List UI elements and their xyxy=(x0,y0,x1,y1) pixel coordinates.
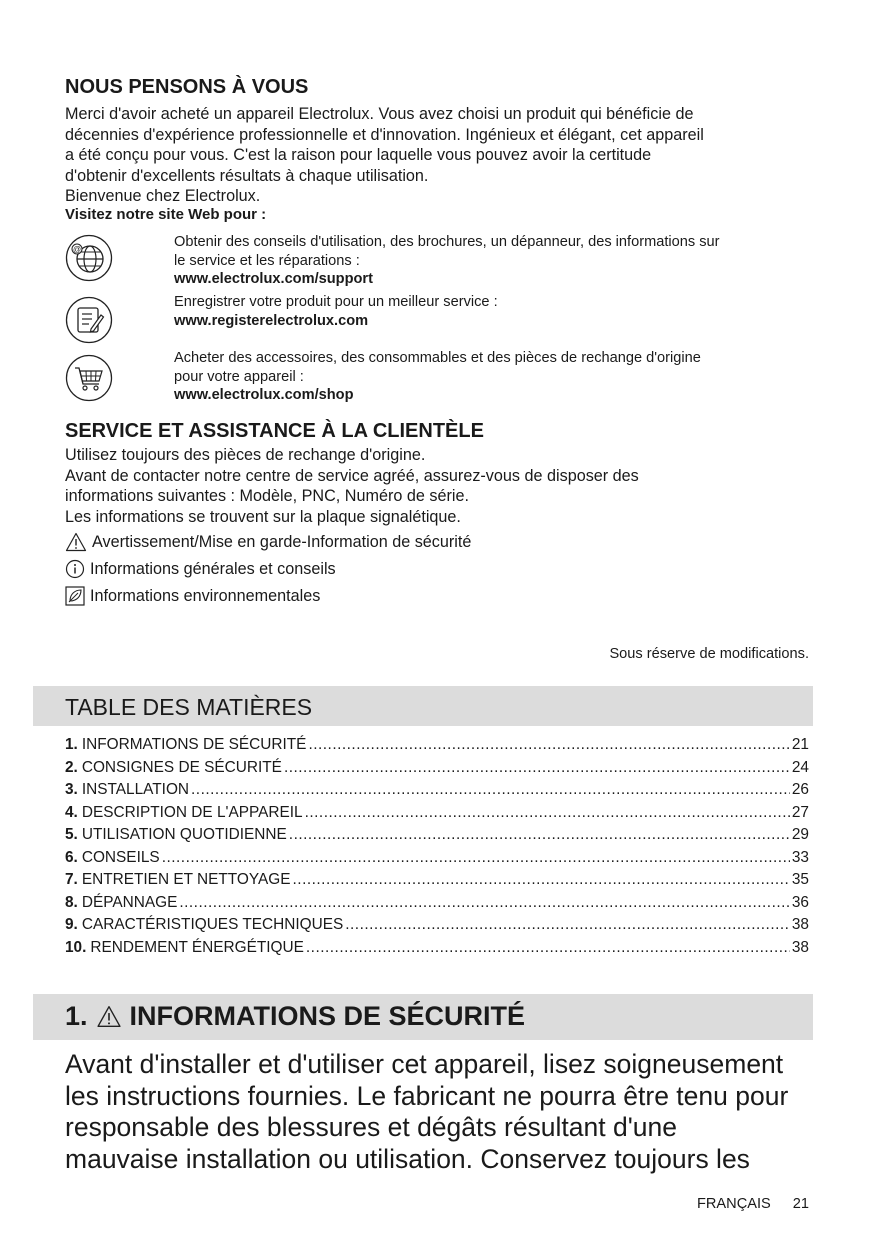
toc-entry[interactable]: 5. UTILISATION QUOTIDIENNE ..... 29 xyxy=(65,826,809,849)
page-number: 21 xyxy=(792,1196,809,1212)
cart-icon xyxy=(65,354,113,402)
register-link[interactable]: www.registerelectrolux.com xyxy=(174,312,369,329)
info-icon xyxy=(65,559,85,579)
footer-language: FRANÇAIS xyxy=(696,1196,771,1212)
toc-entry[interactable]: 3. INSTALLATION ..... 26 xyxy=(65,781,809,804)
toc-entry[interactable]: 10. RENDEMENT ÉNERGÉTIQUE ..... 38 xyxy=(65,939,809,962)
service-text: Utilisez toujours des pièces de rechange d'origine. Avant de contacter notre centre de service agréé, assurez-vous de disposer des informations suivantes : Modèle, PNC, Numéro de série. Les informations se trouvent sur la plaque signalétique. xyxy=(65,446,639,526)
welcome-title: NOUS PENSONS À VOUS xyxy=(65,76,309,98)
section-title: 1. INFORMATIONS DE SÉCURITÉ xyxy=(65,1001,526,1031)
toc-entry[interactable]: 7. ENTRETIEN ET NETTOYAGE ..... 35 xyxy=(65,871,809,894)
web-item-support: Obtenir des conseils d'utilisation, des brochures, un dépanneur, des informations sur le service et les réparations : www.electrolux.com/support xyxy=(174,234,720,287)
legend-environment: Informations environnementales xyxy=(65,586,320,606)
modification-notice: Sous réserve de modifications. xyxy=(609,646,809,662)
table-of-contents xyxy=(65,736,809,961)
toc-entry[interactable]: 1. INFORMATIONS DE SÉCURITÉ ..... 21 xyxy=(65,736,809,759)
legend-info: Informations générales et conseils xyxy=(65,559,336,579)
toc-entry[interactable]: 2. CONSIGNES DE SÉCURITÉ ..... 24 xyxy=(65,759,809,782)
welcome-text: Merci d'avoir acheté un appareil Electrolux. Vous avez choisi un produit qui bénéficie de décennies d'expérience professionnelle et d'innovation. Ingénieux et élégant, cet appareil a été conçu pour vous. C'est la raison pour laquelle vous pouvez avoir la certitude d'obtenir d'excellents résultats à chaque utilisation. Bienvenue chez Electrolux. xyxy=(65,105,704,205)
globe-icon xyxy=(65,234,113,282)
legend-warning: Avertissement/Mise en garde-Information de sécurité xyxy=(65,532,471,552)
svg-text:@: @ xyxy=(72,245,82,254)
toc-entry[interactable]: 9. CARACTÉRISTIQUES TECHNIQUES ..... 38 xyxy=(65,916,809,939)
visit-label: Visitez notre site Web pour : xyxy=(65,206,267,223)
support-link[interactable]: www.electrolux.com/support xyxy=(174,271,373,287)
web-item-register: Enregistrer votre produit pour un meilleur service : www.registerelectrolux.com xyxy=(174,294,498,329)
toc-entry[interactable]: 6. CONSEILS ..... 33 xyxy=(65,849,809,872)
shop-link[interactable]: www.electrolux.com/shop xyxy=(174,387,354,403)
toc-title: TABLE DES MATIÈRES xyxy=(65,694,313,720)
web-item-shop: Acheter des accessoires, des consommables et des pièces de rechange d'origine pour votre appareil : www.electrolux.com/shop xyxy=(174,350,701,403)
page-footer xyxy=(697,1196,809,1212)
toc-entry[interactable]: 4. DESCRIPTION DE L'APPAREIL ..... 27 xyxy=(65,804,809,827)
warning-icon xyxy=(65,532,87,552)
safety-intro: Avant d'installer et d'utiliser cet appareil, lisez soigneusement les instructions fournies. Le fabricant ne pourra être tenu pour responsable des blessures et dégâts résultant d'une mauvaise installation ou utilisation. Conservez toujours les xyxy=(65,1049,789,1174)
warning-icon xyxy=(96,1005,122,1028)
service-title: SERVICE ET ASSISTANCE À LA CLIENTÈLE xyxy=(65,420,484,442)
register-icon xyxy=(65,296,113,344)
leaf-icon xyxy=(65,586,85,606)
toc-entry[interactable]: 8. DÉPANNAGE ..... 36 xyxy=(65,894,809,917)
